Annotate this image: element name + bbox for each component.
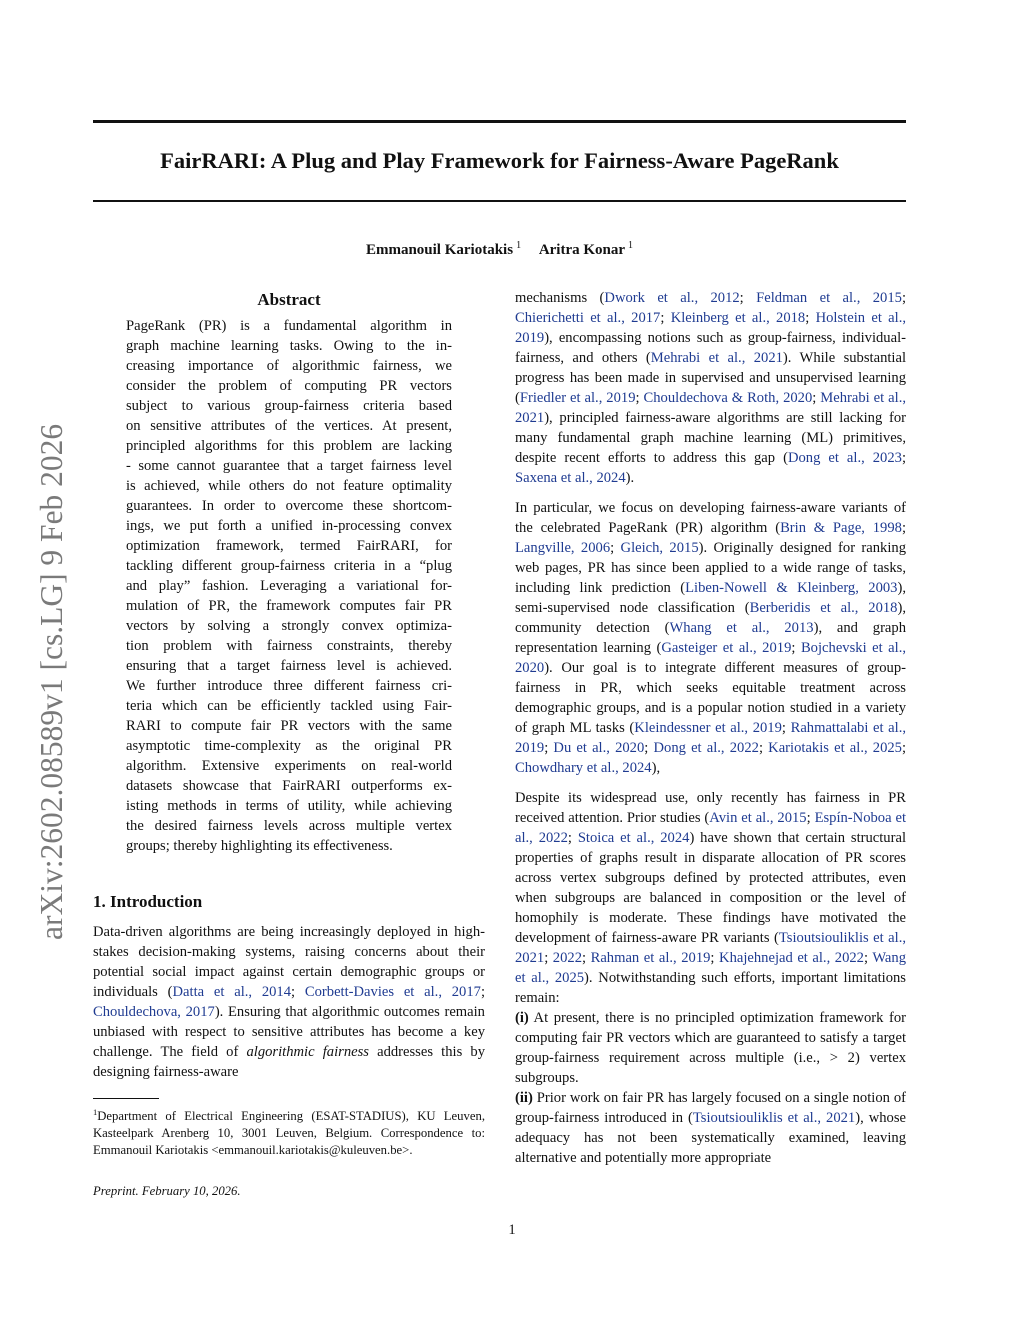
citation-link[interactable]: Kleindessner et al., 2019 <box>634 720 782 736</box>
author-name: Emmanouil Kariotakis <box>365 242 514 258</box>
citation-link[interactable]: Du et al., 2020 <box>553 740 645 756</box>
abstract-line: subject to various group-fairness criteria based <box>126 398 452 414</box>
right-column <box>515 288 906 1168</box>
abstract-line: groups; thereby highlighting its effectiveness. <box>126 838 393 854</box>
citation-link[interactable]: Kleinberg et al., 2018 <box>670 310 806 326</box>
arxiv-identifier: arXiv:2602.08589v1 [cs.LG] 9 Feb 2026 <box>34 423 69 940</box>
abstract-line: creasing importance of algorithmic fairness, we <box>126 358 452 374</box>
author-list <box>93 235 906 261</box>
author-affiliation-mark: 1 <box>628 240 634 251</box>
citation-link[interactable]: Tsioutsiouliklis et al., 2021 <box>692 1110 856 1126</box>
abstract-line: vectors by solving a strongly convex optimiza- <box>126 618 452 634</box>
affiliation-footnote: $^1$Department of Electrical Engineering (ESAT-STADIUS), KU Leuven, Kasteelpark Arenberg 10, 3001 Leuven, Belgium. Correspondence to: Emmanouil Kariotakis <emmanouil.kariotakis@kuleuven.be>. <box>93 1107 485 1157</box>
list-marker: (ii) <box>515 1090 533 1106</box>
footnote-rule <box>93 1098 159 1099</box>
citation-link[interactable]: Stoica et al., 2024 <box>577 830 690 846</box>
citation-link[interactable]: Wang et al., 2025 <box>515 950 906 986</box>
abstract-line: the desired fairness levels across multiple vertex <box>126 818 452 834</box>
title-rule-bottom <box>93 200 906 202</box>
citation-link[interactable]: Friedler et al., 2019 <box>519 390 636 406</box>
abstract-line: optimization framework, termed FairRARI, for <box>126 538 452 554</box>
abstract-line: consider the problem of computing PR vectors <box>126 378 452 394</box>
citation-link[interactable]: Langville, 2006 <box>515 540 611 556</box>
citation-link[interactable]: Chierichetti et al., 2017 <box>515 310 661 326</box>
citation-link[interactable]: Liben-Nowell & Kleinberg, 2003 <box>685 580 898 596</box>
citation-link[interactable]: Mehrabi et al., 2021 <box>515 390 906 426</box>
abstract-line: isting methods in terms of utility, while achieving <box>126 798 452 814</box>
citation-link[interactable]: Gasteiger et al., 2019 <box>661 640 792 656</box>
citation-link[interactable]: Chouldechova & Roth, 2020 <box>643 390 813 406</box>
citation-link[interactable]: 2022 <box>552 950 582 966</box>
citation-link[interactable]: Corbett-Davies et al., 2017 <box>304 984 481 1000</box>
list-marker: (i) <box>515 1010 529 1026</box>
abstract-line: algorithm. Extensive experiments on real-world <box>126 758 452 774</box>
abstract-line: ensuring that a target fairness level is achieved. <box>126 658 452 674</box>
abstract-line: graph machine learning tasks. Owing to the in- <box>126 338 452 354</box>
abstract-line: PageRank (PR) is a fundamental algorithm in <box>126 318 452 334</box>
author-affiliation-mark: 1 <box>516 240 522 251</box>
abstract-line: RARI to compute fair PR vectors with the same <box>126 718 452 734</box>
abstract-line: on sensitive attributes of the vertices. At present, <box>126 418 452 434</box>
citation-link[interactable]: Chouldechova, 2017 <box>93 1004 215 1020</box>
citation-link[interactable]: Tsioutsiouliklis et al., 2021 <box>515 930 906 966</box>
abstract-line: principled algorithms for this problem are lacking <box>126 438 452 454</box>
citation-link[interactable]: Saxena et al., 2024 <box>515 470 626 486</box>
body-paragraph: In particular, we focus on developing fairness-aware variants of the celebrated PageRank (PR) algorithm (Brin & Page, 1998; Langville, 2006; Gleich, 2015). Originally designed for ranking web pages, PR has since been applied to a wide range of tasks, including link prediction (Liben-Nowell & Kleinberg, 2003), semi-supervised node classification (Berberidis et al., 2018), community detection (Whang et al., 2013), and graph representation learning (Gasteiger et al., 2019; Bojchevski et al., 2020). Our goal is to integrate different measures of group-fairness in PR, which seeks equitable treatment across demographic groups, and is a popular notion studied in a variety of graph ML tasks (Kleindessner et al., 2019; Rahmattalabi et al., 2019; Du et al., 2020; Dong et al., 2022; Kariotakis et al., 2025; Chowdhary et al., 2024), <box>515 500 907 776</box>
abstract-line: teria which can be efficiently tackled using Fair- <box>126 698 452 714</box>
section-heading: 1. Introduction <box>93 892 203 911</box>
title-rule-top <box>93 120 906 123</box>
citation-link[interactable]: Gleich, 2015 <box>620 540 699 556</box>
page-number: 1 <box>508 1222 516 1238</box>
emphasis-term: algorithmic fairness <box>246 1044 369 1060</box>
abstract-line: guarantees. In order to overcome these shortcom- <box>126 498 452 514</box>
abstract-line: datasets showcase that FairRARI outperforms ex- <box>126 778 452 794</box>
citation-link[interactable]: Brin & Page, 1998 <box>780 520 902 536</box>
paper-title: FairRARI: A Plug and Play Framework for Fairness-Aware PageRank <box>160 148 839 173</box>
citation-link[interactable]: Datta et al., 2014 <box>172 984 292 1000</box>
body-paragraph: mechanisms (Dwork et al., 2012; Feldman et al., 2015; Chierichetti et al., 2017; Kleinberg et al., 2018; Holstein et al., 2019), encompassing notions such as group-fairness, individual-fairness, and others (Mehrabi et al., 2021). While substantial progress has been made in supervised and unsupervised learning (Friedler et al., 2019; Chouldechova & Roth, 2020; Mehrabi et al., 2021), principled fairness-aware algorithms are still lacking for many fundamental graph machine learning (ML) primitives, despite recent efforts to address this gap (Dong et al., 2023; Saxena et al., 2024). <box>515 290 907 486</box>
citation-link[interactable]: Rahmattalabi et al., 2019 <box>515 720 907 756</box>
abstract-heading: Abstract <box>257 290 321 309</box>
citation-link[interactable]: Holstein et al., 2019 <box>515 310 907 346</box>
citation-link[interactable]: Mehrabi et al., 2021 <box>650 350 783 366</box>
citation-link[interactable]: Berberidis et al., 2018 <box>749 600 898 616</box>
citation-link[interactable]: Bojchevski et al., 2020 <box>515 640 907 676</box>
abstract-line: ings, we put forth a unified in-processing convex <box>126 518 452 534</box>
abstract-line: asymptotic time-complexity as the original PR <box>126 738 452 754</box>
citation-link[interactable]: Kariotakis et al., 2025 <box>768 740 902 756</box>
abstract-line: and play” fashion. Leveraging a variational for- <box>126 578 452 594</box>
abstract-section <box>126 288 452 856</box>
abstract-line: tion problem with fairness constraints, thereby <box>126 638 452 654</box>
citation-link[interactable]: Whang et al., 2013 <box>669 620 814 636</box>
abstract-line: We further introduce three different fairness cri- <box>126 678 452 694</box>
abstract-line: tackling different group-fairness criteria in a “plug <box>126 558 452 574</box>
abstract-line: - some cannot guarantee that a target fairness level <box>126 458 452 474</box>
citation-link[interactable]: Rahman et al., 2019 <box>590 950 711 966</box>
preprint-note: Preprint. February 10, 2026. <box>93 1184 241 1198</box>
body-paragraph: Despite its widespread use, only recently has fairness in PR received attention. Prior studies (Avin et al., 2015; Espín-Noboa et al., 2022; Stoica et al., 2024) have shown that certain structural properties of graphs result in disparate allocation of PR scores across vertex subgroups defined by protected attributes, even when subgroups are balanced in composition or the level of homophily is moderate. These findings have motivated the development of fairness-aware PR variants (Tsioutsiouliklis et al., 2021; 2022; Rahman et al., 2019; Khajehnejad et al., 2022; Wang et al., 2025). Notwithstanding such efforts, important limitations remain: (i) At present, there is no principled optimization framework for computing fair PR vectors which are guaranteed to satisfy a target group-fairness requirement across multiple (i.e., > 2) vertex subgroups. (ii) Prior work on fair PR has largely focused on a single notion of group-fairness introduced in (Tsioutsiouliklis et al., 2021), whose adequacy has not been systematically examined, leaving alternative and potentially more appropriate <box>515 790 907 1166</box>
citation-link[interactable]: Feldman et al., 2015 <box>756 290 902 306</box>
left-column <box>93 288 485 1200</box>
citation-link[interactable]: Dong et al., 2023 <box>787 450 902 466</box>
footnote-mark: 1 <box>93 1107 98 1117</box>
citation-link[interactable]: Chowdhary et al., 2024 <box>515 760 652 776</box>
citation-link[interactable]: Avin et al., 2015 <box>709 810 807 826</box>
intro-paragraph: Data-driven algorithms are being increasingly deployed in high-stakes decision-making systems, raising concerns about their potential social impact against certain demographic groups or individuals (Datta et al., 2014; Corbett-Davies et al., 2017; Chouldechova, 2017). Ensuring that algorithmic outcomes remain unbiased with respect to sensitive attributes has become a key challenge. The field of algorithmic fairness addresses this by designing fairness-aware <box>93 924 486 1080</box>
abstract-body <box>126 316 452 856</box>
citation-link[interactable]: Dwork et al., 2012 <box>604 290 740 306</box>
author-name: Aritra Konar <box>538 242 626 258</box>
citation-link[interactable]: Khajehnejad et al., 2022 <box>719 950 864 966</box>
abstract-line: is achieved, while others do not feature optimality <box>126 478 452 494</box>
citation-link[interactable]: Espín-Noboa et al., 2022 <box>515 810 906 846</box>
abstract-line: mulation of PR, the framework computes fair PR <box>126 598 452 614</box>
citation-link[interactable]: Dong et al., 2022 <box>653 740 759 756</box>
